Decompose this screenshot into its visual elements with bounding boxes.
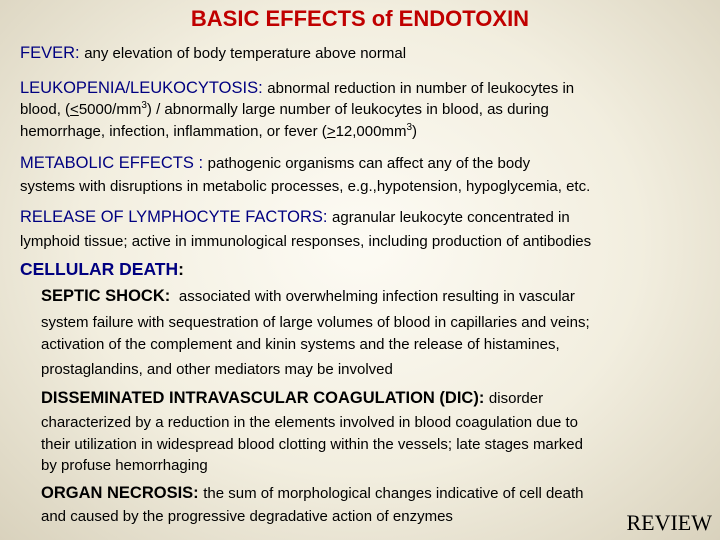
- dic-line-4: by profuse hemorrhaging: [41, 457, 208, 474]
- septic-definition-1: associated with overwhelming infection resulting in vascular: [178, 288, 575, 305]
- leuko-gt-symbol: >: [326, 123, 336, 140]
- review-button[interactable]: REVIEW: [626, 510, 712, 535]
- leuko-l2c: 5000/mm: [78, 101, 142, 118]
- fever-term: FEVER:: [20, 44, 85, 62]
- organ-definition-1: the sum of morphological changes indicative of cell death: [203, 485, 584, 502]
- metabolic-line-2: systems with disruptions in metabolic processes, e.g.,hypotension, hypoglycemia, etc.: [20, 178, 591, 195]
- cellular-death-colon: :: [178, 259, 184, 279]
- fever-line: [20, 44, 406, 63]
- slide-title: BASIC EFFECTS of ENDOTOXIN: [190, 6, 530, 31]
- release-definition-1: agranular leukocyte concentrated in: [332, 209, 570, 226]
- dic-term: DISSEMINATED INTRAVASCULAR COAGULATION (DIC):: [41, 389, 489, 407]
- septic-line-3: activation of the complement and kinin systems and the release of histamines,: [41, 336, 560, 353]
- leuko-l3a: hemorrhage, infection, inflammation, or fever (: [20, 123, 327, 140]
- leuko-l3d: ): [412, 123, 418, 140]
- leuko-term: LEUKOPENIA/LEUKOCYTOSIS:: [20, 79, 268, 97]
- cellular-death-heading: [20, 259, 184, 280]
- septic-line-1: [41, 287, 575, 306]
- septic-line-4: prostaglandins, and other mediators may be involved: [41, 361, 393, 378]
- dic-line-3: their utilization in widespread blood clotting within the vessels; late stages marked: [41, 436, 583, 453]
- leuko-l3c: 12,000mm: [335, 123, 407, 140]
- metabolic-term: METABOLIC EFFECTS :: [20, 154, 208, 172]
- release-line-1: [20, 208, 570, 227]
- leuko-lt-symbol: <: [70, 101, 79, 118]
- metabolic-line-1: [20, 154, 530, 173]
- fever-definition: any elevation of body temperature above normal: [84, 45, 407, 62]
- septic-line-2: system failure with sequestration of large volumes of blood in capillaries and veins;: [41, 314, 590, 331]
- dic-definition-1: disorder: [488, 390, 544, 407]
- leuko-l2d: ) / abnormally large number of leukocytes in blood, as during: [146, 101, 549, 118]
- organ-line-1: [41, 484, 584, 503]
- leuko-line-3: [20, 123, 417, 140]
- metabolic-definition-1: pathogenic organisms can affect any of the body: [207, 155, 531, 172]
- leuko-l2-sup: 3: [141, 100, 147, 111]
- leuko-l2a: blood, (: [20, 101, 71, 118]
- organ-line-2: and caused by the progressive degradative action of enzymes: [41, 508, 453, 525]
- dic-line-2: characterized by a reduction in the elements involved in blood coagulation due to: [41, 414, 579, 431]
- release-line-2: lymphoid tissue; active in immunological responses, including production of antibodies: [20, 233, 592, 250]
- septic-term: SEPTIC SHOCK:: [41, 287, 175, 305]
- release-term: RELEASE OF LYMPHOCYTE FACTORS:: [20, 208, 333, 226]
- leuko-definition-1: abnormal reduction in number of leukocytes in: [267, 80, 575, 97]
- organ-term: ORGAN NECROSIS:: [41, 484, 204, 502]
- dic-line-1: [41, 389, 543, 408]
- leuko-line-1: [20, 79, 574, 98]
- cellular-death-term: CELLULAR DEATH: [20, 259, 179, 279]
- leuko-line-2: [20, 101, 549, 118]
- leuko-l3-sup: 3: [406, 122, 413, 133]
